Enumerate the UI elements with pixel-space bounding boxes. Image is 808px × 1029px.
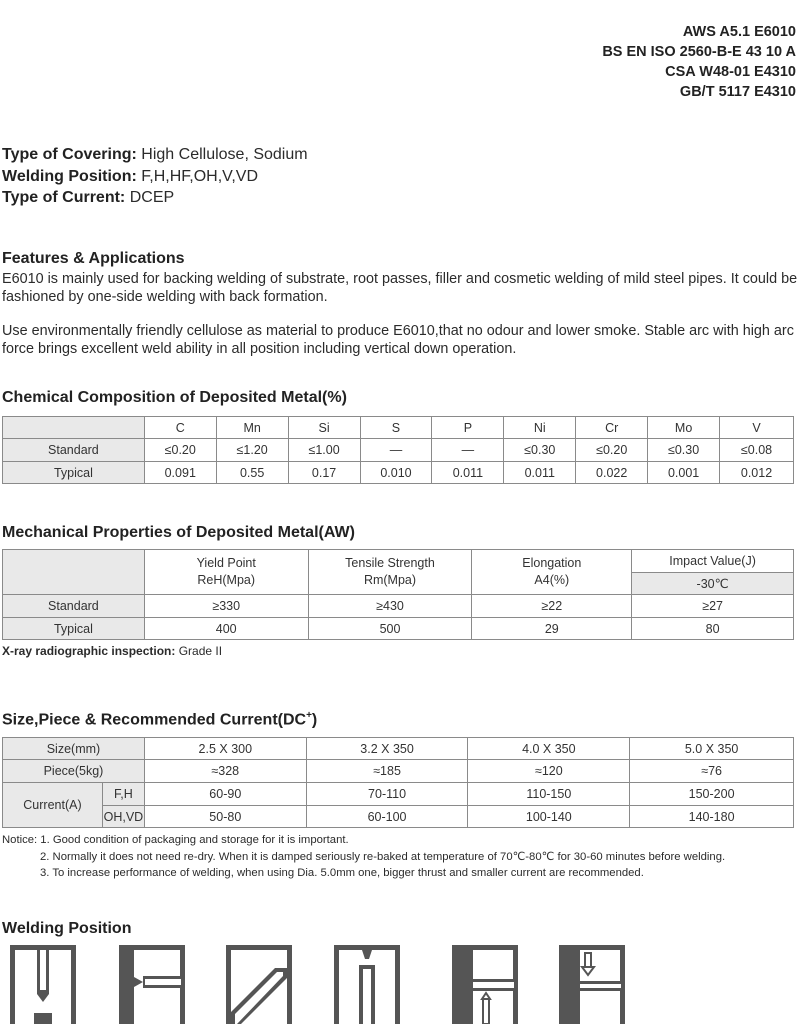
spec-covering-value: High Cellulose, Sodium — [141, 146, 308, 163]
notice-line-1: Notice: 1. Good condition of packaging and storage for it is important. — [2, 834, 349, 846]
mech-cell: ≥22 — [472, 595, 632, 618]
spec-current-label: Type of Current: — [2, 189, 126, 206]
chem-cell: — — [360, 439, 432, 462]
chem-header-cell: V — [720, 417, 794, 439]
mech-cell: ≥27 — [632, 595, 794, 618]
flat-position-icon — [10, 945, 76, 1024]
mech-cell: 400 — [144, 618, 308, 640]
chem-cell: 0.55 — [216, 462, 288, 484]
xray-inspection — [2, 644, 222, 658]
spec-covering-label: Type of Covering: — [2, 146, 137, 163]
standard-csa: CSA W48-01 E4310 — [665, 64, 796, 80]
mech-row-standard — [3, 595, 794, 618]
spec-covering — [2, 144, 308, 166]
piece-label: Piece(5kg) — [3, 760, 145, 783]
piece-cell: ≈328 — [144, 760, 306, 783]
vertical-position-icon — [334, 945, 400, 1024]
chem-header-cell: S — [360, 417, 432, 439]
current-cell: 60-90 — [144, 783, 306, 806]
mech-header-elongation-line2: A4(%) — [534, 573, 570, 587]
chem-cell: 0.011 — [504, 462, 576, 484]
overhead-position-icon — [452, 945, 518, 1024]
notice-block — [2, 832, 725, 882]
chem-header-cell — [3, 417, 145, 439]
mech-cell: 500 — [308, 618, 472, 640]
standard-gb: GB/T 5117 E4310 — [679, 84, 796, 100]
mech-header-elongation-line1: Elongation — [522, 556, 582, 570]
current-fh-label: F,H — [102, 783, 144, 806]
chem-row-standard — [3, 439, 794, 462]
features-paragraph-1: E6010 is mainly used for backing welding of substrate, root passes, filler and cosmetic welding of mild steel pipes. It could be fashioned by one-side welding with back formation. — [2, 271, 798, 305]
spec-current — [2, 187, 308, 209]
chem-cell: ≤0.30 — [648, 439, 720, 462]
chem-row-label: Standard — [3, 439, 145, 462]
chem-cell: ≤1.20 — [216, 439, 288, 462]
chem-cell: 0.012 — [720, 462, 794, 484]
chem-cell: 0.022 — [576, 462, 648, 484]
chem-cell: ≤0.20 — [576, 439, 648, 462]
mech-header-elongation — [472, 550, 632, 595]
chem-cell: 0.011 — [432, 462, 504, 484]
chem-header-cell: Ni — [504, 417, 576, 439]
mech-cell: 80 — [632, 618, 794, 640]
piece-cell: ≈185 — [306, 760, 468, 783]
chem-cell: 0.17 — [288, 462, 360, 484]
size-title-text: Size,Piece & Recommended Current(DC — [2, 711, 307, 729]
chem-cell: 0.091 — [144, 462, 216, 484]
chem-cell: 0.001 — [648, 462, 720, 484]
chem-cell: 0.010 — [360, 462, 432, 484]
mech-row-label: Standard — [3, 595, 145, 618]
chem-header-cell: Mn — [216, 417, 288, 439]
mech-cell: 29 — [472, 618, 632, 640]
standard-bs-en-iso: BS EN ISO 2560-B-E 43 10 A — [602, 44, 796, 60]
chem-row-typical — [3, 462, 794, 484]
size-label: Size(mm) — [3, 738, 145, 760]
welding-position-title: Welding Position — [2, 920, 132, 937]
piece-cell: ≈120 — [468, 760, 630, 783]
current-cell: 150-200 — [630, 783, 794, 806]
notice-line-3: 3. To increase performance of welding, when using Dia. 5.0mm one, bigger thrust and smaller current are recommended. — [40, 867, 644, 879]
current-ohvd-label: OH,VD — [102, 806, 144, 828]
size-cell: 5.0 X 350 — [630, 738, 794, 760]
chem-header-cell: P — [432, 417, 504, 439]
size-cell: 4.0 X 350 — [468, 738, 630, 760]
xray-label: X-ray radiographic inspection: — [2, 644, 176, 658]
size-title — [2, 710, 317, 729]
mech-table — [2, 549, 794, 640]
current-cell: 110-150 — [468, 783, 630, 806]
chem-header-cell: Mo — [648, 417, 720, 439]
mech-header-yield — [144, 550, 308, 595]
chem-table — [2, 416, 794, 484]
chem-row-label: Typical — [3, 462, 145, 484]
notice-line-2: 2. Normally it does not need re-dry. When it is damped seriously re-baked at temperature of 70℃-80℃ for 30-60 minutes before welding. — [40, 850, 726, 863]
current-label: Current(A) — [3, 783, 103, 828]
current-cell: 70-110 — [306, 783, 468, 806]
chem-cell: ≤1.00 — [288, 439, 360, 462]
size-cell: 3.2 X 350 — [306, 738, 468, 760]
current-cell: 140-180 — [630, 806, 794, 828]
spec-position — [2, 166, 308, 188]
mech-header-tensile-line2: Rm(Mpa) — [363, 573, 417, 587]
horizontal-fillet-position-icon — [226, 945, 292, 1024]
size-title-sup: + — [306, 710, 312, 721]
mech-header-yield-line1: Yield Point — [196, 556, 256, 570]
xray-value: Grade II — [178, 644, 223, 658]
spec-position-value: F,H,HF,OH,V,VD — [141, 167, 259, 185]
chem-cell: ≤0.20 — [144, 439, 216, 462]
mech-header-row — [3, 550, 794, 573]
size-title-end: ) — [311, 711, 318, 729]
horizontal-position-icon — [119, 945, 185, 1024]
mech-header-yield-line2: ReH(Mpa) — [197, 573, 256, 587]
chem-header-row — [3, 417, 794, 439]
spec-position-label: Welding Position: — [2, 167, 137, 185]
mech-header-tensile-line1: Tensile Strength — [345, 556, 435, 570]
chem-title: Chemical Composition of Deposited Metal(%) — [2, 389, 347, 406]
type-specs — [2, 144, 308, 209]
chem-cell: ≤0.30 — [504, 439, 576, 462]
mech-header-impact: Impact Value(J) — [632, 550, 794, 573]
spec-current-value: DCEP — [129, 189, 175, 206]
chem-cell: — — [432, 439, 504, 462]
chem-cell: ≤0.08 — [720, 439, 794, 462]
current-cell: 60-100 — [306, 806, 468, 828]
mech-header-impact-temp: -30℃ — [632, 573, 794, 595]
mech-cell: ≥330 — [144, 595, 308, 618]
chem-header-cell: Cr — [576, 417, 648, 439]
chem-header-cell: C — [144, 417, 216, 439]
chem-header-cell: Si — [288, 417, 360, 439]
piece-cell: ≈76 — [630, 760, 794, 783]
size-cell: 2.5 X 300 — [144, 738, 306, 760]
current-cell: 50-80 — [144, 806, 306, 828]
current-ohvd-row — [3, 806, 794, 828]
mech-row-typical — [3, 618, 794, 640]
current-cell: 100-140 — [468, 806, 630, 828]
piece-row — [3, 760, 794, 783]
standard-aws: AWS A5.1 E6010 — [682, 24, 796, 40]
features-paragraph-2: Use environmentally friendly cellulose as material to produce E6010,that no odour and lower smoke. Stable arc with high arc force brings excellent weld ability in all position including vertical down operation. — [2, 323, 794, 357]
mech-header-blank — [3, 550, 145, 595]
current-fh-row — [3, 783, 794, 806]
mech-cell: ≥430 — [308, 595, 472, 618]
vertical-down-position-icon — [559, 945, 625, 1024]
mech-row-label: Typical — [3, 618, 145, 640]
standards-list — [602, 22, 796, 102]
mech-title: Mechanical Properties of Deposited Metal(AW) — [2, 524, 355, 541]
size-row — [3, 738, 794, 760]
features-title: Features & Applications — [2, 250, 185, 267]
mech-header-tensile — [308, 550, 472, 595]
size-table — [2, 737, 794, 828]
